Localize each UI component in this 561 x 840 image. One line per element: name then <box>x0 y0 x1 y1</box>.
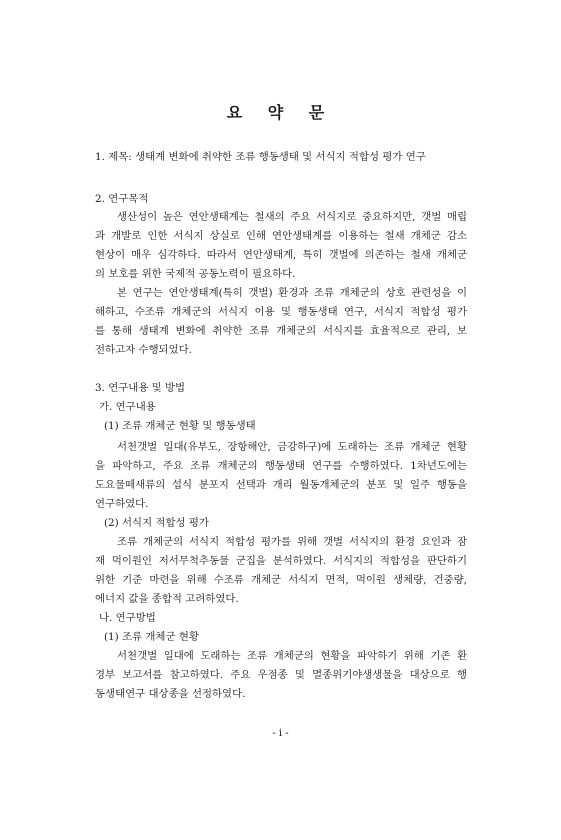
section-3-heading: 3. 연구내용 및 방법 <box>95 382 186 394</box>
section-2-heading: 2. 연구목적 <box>95 193 149 205</box>
section-1-title: 1. 제목: 생태계 변화에 취약한 조류 행동생태 및 서식지 적합성 평가 연구 <box>95 151 426 163</box>
paragraph-line: 본 연구는 연안생태계(특히 갯벌) 환경과 조류 개체군의 상호 관련성을 이 <box>117 287 467 299</box>
page-number: - i - <box>272 728 289 739</box>
paragraph-line: 해하고, 수조류 개체군의 서식지 이용 및 행동생태 연구, 서식지 적합성 평가 <box>95 306 467 318</box>
item-3-heading: (1) 조류 개체군 현황 <box>104 631 199 643</box>
subsection-ga: 가. 연구내용 <box>99 401 156 413</box>
paragraph-line: 서천갯벌 일대(유부도, 장항해안, 금강하구)에 도래하는 조류 개체군 현황 <box>117 441 467 453</box>
page-title: 요 약 문 <box>226 103 335 122</box>
paragraph-line: 연구하였다. <box>95 498 149 510</box>
item-1-heading: (1) 조류 개체군 현황 및 행동생태 <box>104 420 256 432</box>
paragraph-line: 에너지 값을 종합적 고려하였다. <box>95 593 239 605</box>
paragraph-line: 전하고자 수행되었다. <box>95 344 192 356</box>
paragraph-line: 과 개발로 인한 서식지 상실로 인해 연안생태계를 이용하는 철새 개체군 감소 <box>95 230 467 242</box>
paragraph-line: 생산성이 높은 연안생태계는 철새의 주요 서식지로 중요하지만, 갯벌 매립 <box>117 211 467 223</box>
paragraph-line: 을 파악하고, 주요 조류 개체군의 행동생태 연구를 수행하였다. 1차년도에는 <box>95 460 467 472</box>
paragraph-line: 동생태연구 대상종을 선정하였다. <box>95 688 246 700</box>
paragraph-line: 서천갯벌 일대에 도래하는 조류 개체군의 현황을 파악하기 위해 기존 환 <box>117 650 467 662</box>
paragraph-line: 를 통해 생태계 변화에 취약한 조류 개체군의 서식지를 효율적으로 관리, 보 <box>95 325 467 337</box>
subsection-na: 나. 연구방법 <box>99 612 156 624</box>
paragraph-line: 위한 기준 마련을 위해 수조류 개체군 서식지 면적, 먹이원 생체량, 건중량, <box>95 574 467 586</box>
paragraph-line: 경부 보고서를 참고하였다. 주요 우점종 및 멸종위기야생생물을 대상으로 행 <box>95 669 467 681</box>
paragraph-line: 재 먹이원인 저서무척추동물 군집을 분석하였다. 서식지의 적합성을 판단하기 <box>95 555 467 567</box>
paragraph-line: 현상이 매우 심각하다. 따라서 연안생태계, 특히 갯벌에 의존하는 철새 개체군 <box>95 249 467 261</box>
paragraph-line: 의 보호를 위한 국제적 공동노력이 필요하다. <box>95 268 296 280</box>
paragraph-line: 도요물떼새류의 섭식 분포지 선택과 개리 월동개체군의 분포 및 일주 행동을 <box>95 479 467 491</box>
item-2-heading: (2) 서식지 적합성 평가 <box>104 517 209 529</box>
paragraph-line: 조류 개체군의 서식지 적합성 평가를 위해 갯벌 서식지의 환경 요인과 잠 <box>117 536 467 548</box>
